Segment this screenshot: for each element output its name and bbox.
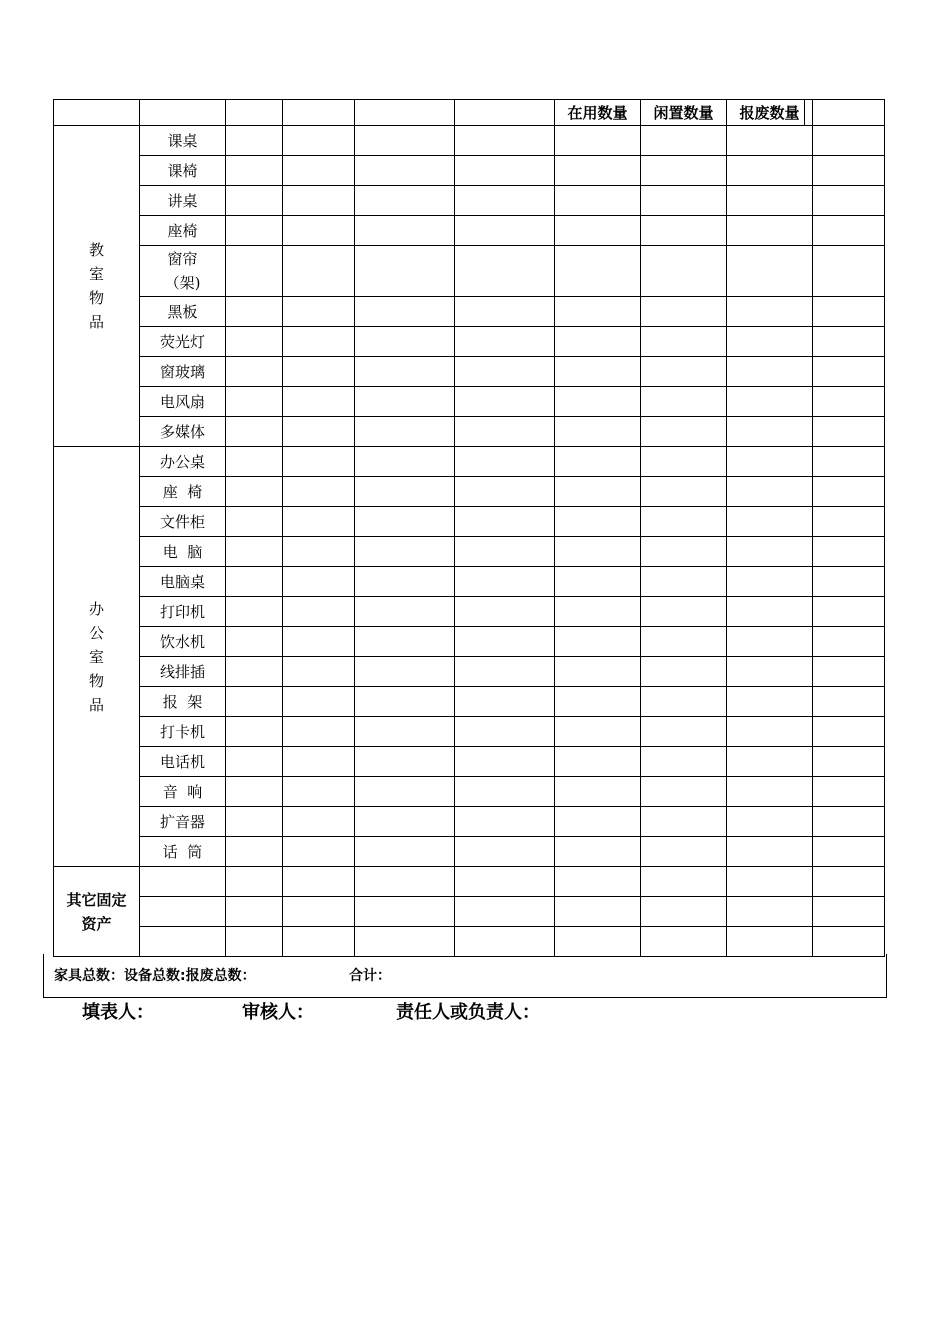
item-name: 电话机 — [140, 747, 226, 777]
item-name: 打印机 — [140, 597, 226, 627]
other-assets-label: 其它固定资产 — [54, 867, 140, 957]
item-name: 电风扇 — [140, 387, 226, 417]
header-cell — [54, 100, 140, 126]
item-name: 座 椅 — [140, 477, 226, 507]
table-row — [54, 186, 885, 216]
reviewer-label: 审核人： — [242, 1002, 314, 1023]
classroom-category-label: 教 室 物 品 — [54, 126, 140, 447]
filler-label: 填表人： — [82, 1002, 154, 1023]
table-row — [54, 807, 885, 837]
responsible-label: 责任人或负责人： — [396, 1002, 540, 1023]
totals-summary: 家具总数：设备总数:报废总数： — [54, 968, 256, 984]
item-name: 线排插 — [140, 657, 226, 687]
table-row — [54, 927, 885, 957]
item-name: 文件柜 — [140, 507, 226, 537]
item-name: 多媒体 — [140, 417, 226, 447]
table-row — [54, 747, 885, 777]
table-row — [54, 627, 885, 657]
table-row — [54, 537, 885, 567]
item-name: 报 架 — [140, 687, 226, 717]
table-row — [54, 777, 885, 807]
header-idle: 闲置数量 — [641, 100, 727, 126]
table-row — [54, 567, 885, 597]
item-name: 电脑桌 — [140, 567, 226, 597]
table-row — [54, 447, 885, 477]
header-cell — [813, 100, 885, 126]
table-row — [54, 357, 885, 387]
item-name: 黑板 — [140, 297, 226, 327]
item-name: 饮水机 — [140, 627, 226, 657]
table-row — [54, 597, 885, 627]
office-category-label: 办 公 室 物 品 — [54, 447, 140, 867]
signature-line — [0, 1000, 950, 1026]
header-cell — [140, 100, 226, 126]
header-scrapped-label: 报废数量 — [739, 104, 800, 122]
item-name: 打卡机 — [140, 717, 226, 747]
table-row — [54, 327, 885, 357]
inventory-table — [53, 99, 885, 957]
table-row — [54, 897, 885, 927]
totals-row — [43, 954, 887, 998]
item-name: 话 筒 — [140, 837, 226, 867]
table-row — [54, 216, 885, 246]
item-name: 扩音器 — [140, 807, 226, 837]
header-scrapped — [727, 100, 813, 126]
item-name: 窗帘（架) — [140, 246, 226, 297]
item-name: 电 脑 — [140, 537, 226, 567]
item-name: 荧光灯 — [140, 327, 226, 357]
item-name: 窗玻璃 — [140, 357, 226, 387]
header-cell — [283, 100, 355, 126]
header-cell — [355, 100, 455, 126]
table-row — [54, 477, 885, 507]
table-row — [54, 246, 885, 297]
totals-sum: 合计： — [349, 968, 391, 984]
table-row — [54, 657, 885, 687]
item-name: 课桌 — [140, 126, 226, 156]
table-row — [54, 387, 885, 417]
table-row — [54, 837, 885, 867]
item-name: 音 响 — [140, 777, 226, 807]
header-row — [54, 100, 885, 126]
item-name: 讲桌 — [140, 186, 226, 216]
table-row — [54, 867, 885, 897]
table-row — [54, 507, 885, 537]
table-row — [54, 297, 885, 327]
table-row — [54, 126, 885, 156]
table-row — [54, 687, 885, 717]
table-row — [54, 717, 885, 747]
table-row — [54, 156, 885, 186]
header-cell — [455, 100, 555, 126]
item-name: 办公桌 — [140, 447, 226, 477]
item-name: 课椅 — [140, 156, 226, 186]
header-cell — [226, 100, 283, 126]
item-name: 座椅 — [140, 216, 226, 246]
table-row — [54, 417, 885, 447]
header-in-use: 在用数量 — [555, 100, 641, 126]
